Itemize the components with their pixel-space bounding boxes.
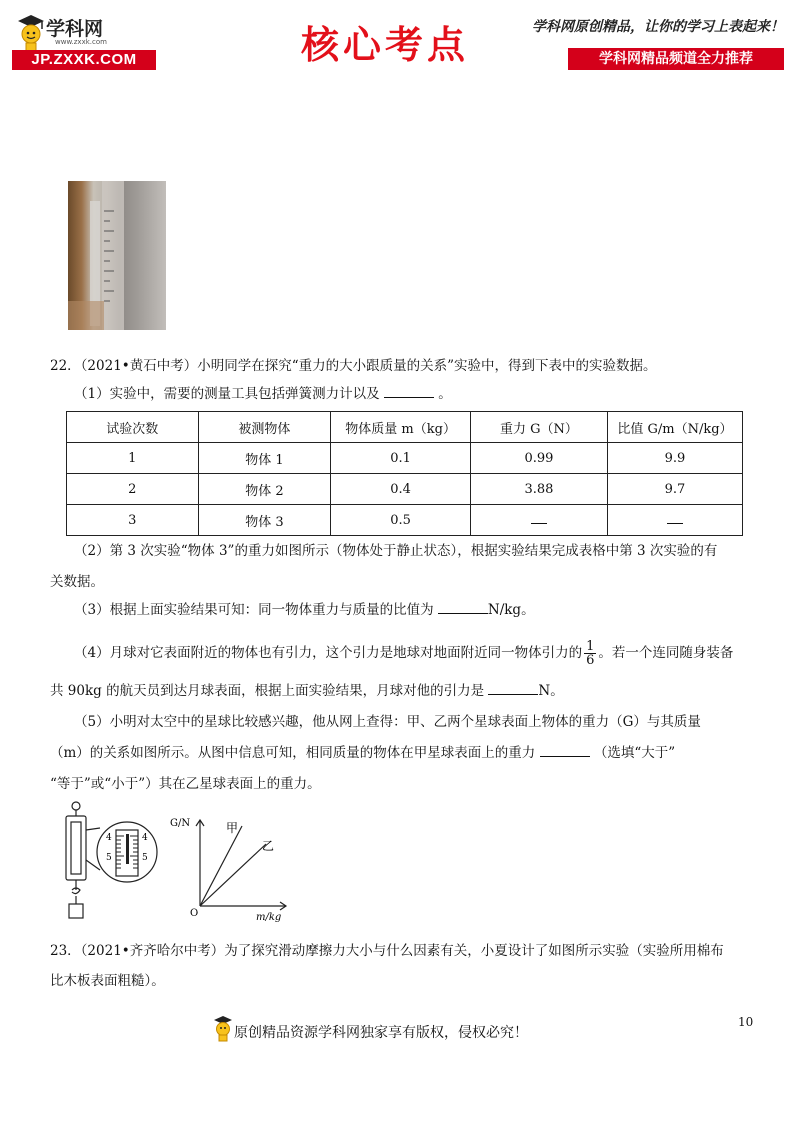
scale-label-right-5: 5 xyxy=(142,853,148,863)
table-cell: 3.88 xyxy=(471,474,608,505)
scale-label-left-4: 4 xyxy=(106,833,112,843)
q22-part1-answer-blank[interactable] xyxy=(384,385,434,398)
q22-part5-line2-text: （m）的关系如图所示。从图中信息可知，相同质量的物体在甲星球表面上的重力 xyxy=(50,745,536,761)
q23-line1: 23．（2021•齐齐哈尔中考）为了探究滑动摩擦力大小与什么因素有关，小夏设计了如图所示实验（实验所用棉布 xyxy=(50,943,724,959)
q22-part1-end: 。 xyxy=(438,386,452,402)
table-cell: 9.7 xyxy=(607,474,742,505)
header-title: 核心考点 xyxy=(300,22,469,67)
table-cell: 0.1 xyxy=(331,443,471,474)
fraction-one-sixth: $\frac{1}{6}$ xyxy=(586,639,595,668)
table-cell: 0.99 xyxy=(471,443,608,474)
table-header-cell: 比值 G/m（N/kg） xyxy=(607,412,742,443)
footer-mascot-icon xyxy=(212,1014,234,1042)
q22-part4-unit: N。 xyxy=(538,683,564,699)
q22-part3-answer-blank[interactable] xyxy=(438,601,488,614)
q22-part4-line2-text: 共 90kg 的航天员到达月球表面，根据上面实验结果，月球对他的引力是 xyxy=(50,683,485,699)
scale-label-right-4: 4 xyxy=(142,833,148,843)
q22-part2-line2: 关数据。 xyxy=(50,574,104,590)
q22-part4-answer-blank[interactable] xyxy=(488,682,538,695)
graph-y-label: G/N xyxy=(170,818,191,829)
q22-part3 xyxy=(74,601,535,619)
spring-scale-figure xyxy=(54,800,164,928)
q22-part4-line1 xyxy=(74,640,733,667)
line-jia xyxy=(200,826,242,906)
logo-name: 学科网 xyxy=(46,18,104,40)
header-slogan: 学科网原创精品，让你的学习上表起来！ xyxy=(532,19,784,35)
measurement-photo xyxy=(68,181,166,330)
table-cell: 3 xyxy=(67,505,199,536)
label-yi: 乙 xyxy=(262,839,275,853)
table-cell: 0.5 xyxy=(331,505,471,536)
table-row xyxy=(67,474,743,505)
header-slogan-badge: 学科网精品频道全力推荐 xyxy=(568,48,784,70)
q22-stem: 22．（2021•黄石中考）小明同学在探究“重力的大小跟质量的关系”实验中，得到下表中的实验数据。 xyxy=(50,358,657,374)
table-row xyxy=(67,505,743,536)
page-number: 10 xyxy=(738,1015,754,1029)
table-cell: 0.4 xyxy=(331,474,471,505)
table-cell: 9.9 xyxy=(607,443,742,474)
table-cell: 1 xyxy=(67,443,199,474)
gravity-mass-graph xyxy=(168,812,298,922)
line-yi xyxy=(200,844,266,906)
footer-copyright: 原创精品资源学科网独家享有版权，侵权必究！ xyxy=(234,1025,528,1041)
logo-small-url: www.zxxk.com xyxy=(55,38,107,46)
scale-label-left-5: 5 xyxy=(106,853,112,863)
q22-part3-unit: N/kg。 xyxy=(487,602,535,618)
table-cell: 2 xyxy=(67,474,199,505)
table-cell-blank-gravity[interactable] xyxy=(471,505,608,536)
q22-part1 xyxy=(74,385,452,403)
table-cell: 物体 2 xyxy=(198,474,331,505)
table-cell: 物体 1 xyxy=(198,443,331,474)
q22-part5-line2-end: （选填“大于” xyxy=(593,745,676,761)
table-header-cell: 试验次数 xyxy=(67,412,199,443)
q22-part5-answer-blank[interactable] xyxy=(540,744,590,757)
table-cell: 物体 3 xyxy=(198,505,331,536)
table-row xyxy=(67,443,743,474)
logo-url-badge[interactable]: JP.ZXXK.COM xyxy=(12,50,156,70)
q22-part4-line2 xyxy=(50,682,564,700)
table-header-cell: 物体质量 m（kg） xyxy=(331,412,471,443)
graph-x-label: m/kg xyxy=(256,912,282,922)
label-jia: 甲 xyxy=(226,821,239,835)
q22-part2-line1: （2）第 3 次实验“物体 3”的重力如图所示（物体处于静止状态），根据实验结果完成表格中第 3 次实验的有 xyxy=(74,543,718,559)
mascot-icon xyxy=(14,12,48,52)
graph-origin: O xyxy=(190,908,199,919)
table-header-cell: 重力 G（N） xyxy=(471,412,608,443)
q22-part4-text-end: 。若一个连同随身装备 xyxy=(598,645,734,661)
q23-line2: 比木板表面粗糙）。 xyxy=(50,973,165,989)
data-table xyxy=(66,411,743,536)
q22-part5-line1: （5）小明对太空中的星球比较感兴趣，他从网上查得：甲、乙两个星球表面上物体的重力（G）与其质量 xyxy=(74,714,701,730)
table-header-row xyxy=(67,412,743,443)
q22-part4-text: （4）月球对它表面附近的物体也有引力，这个引力是地球对地面附近同一物体引力的 xyxy=(74,645,583,661)
table-header-cell: 被测物体 xyxy=(198,412,331,443)
q22-part1-text: （1）实验中，需要的测量工具包括弹簧测力计以及 xyxy=(74,386,380,402)
table-cell-blank-ratio[interactable] xyxy=(607,505,742,536)
q22-part3-text: （3）根据上面实验结果可知：同一物体重力与质量的比值为 xyxy=(74,602,434,618)
q22-part5-line2 xyxy=(50,744,675,762)
q22-part5-line3: “等于”或“小于”）其在乙星球表面上的重力。 xyxy=(50,776,321,792)
